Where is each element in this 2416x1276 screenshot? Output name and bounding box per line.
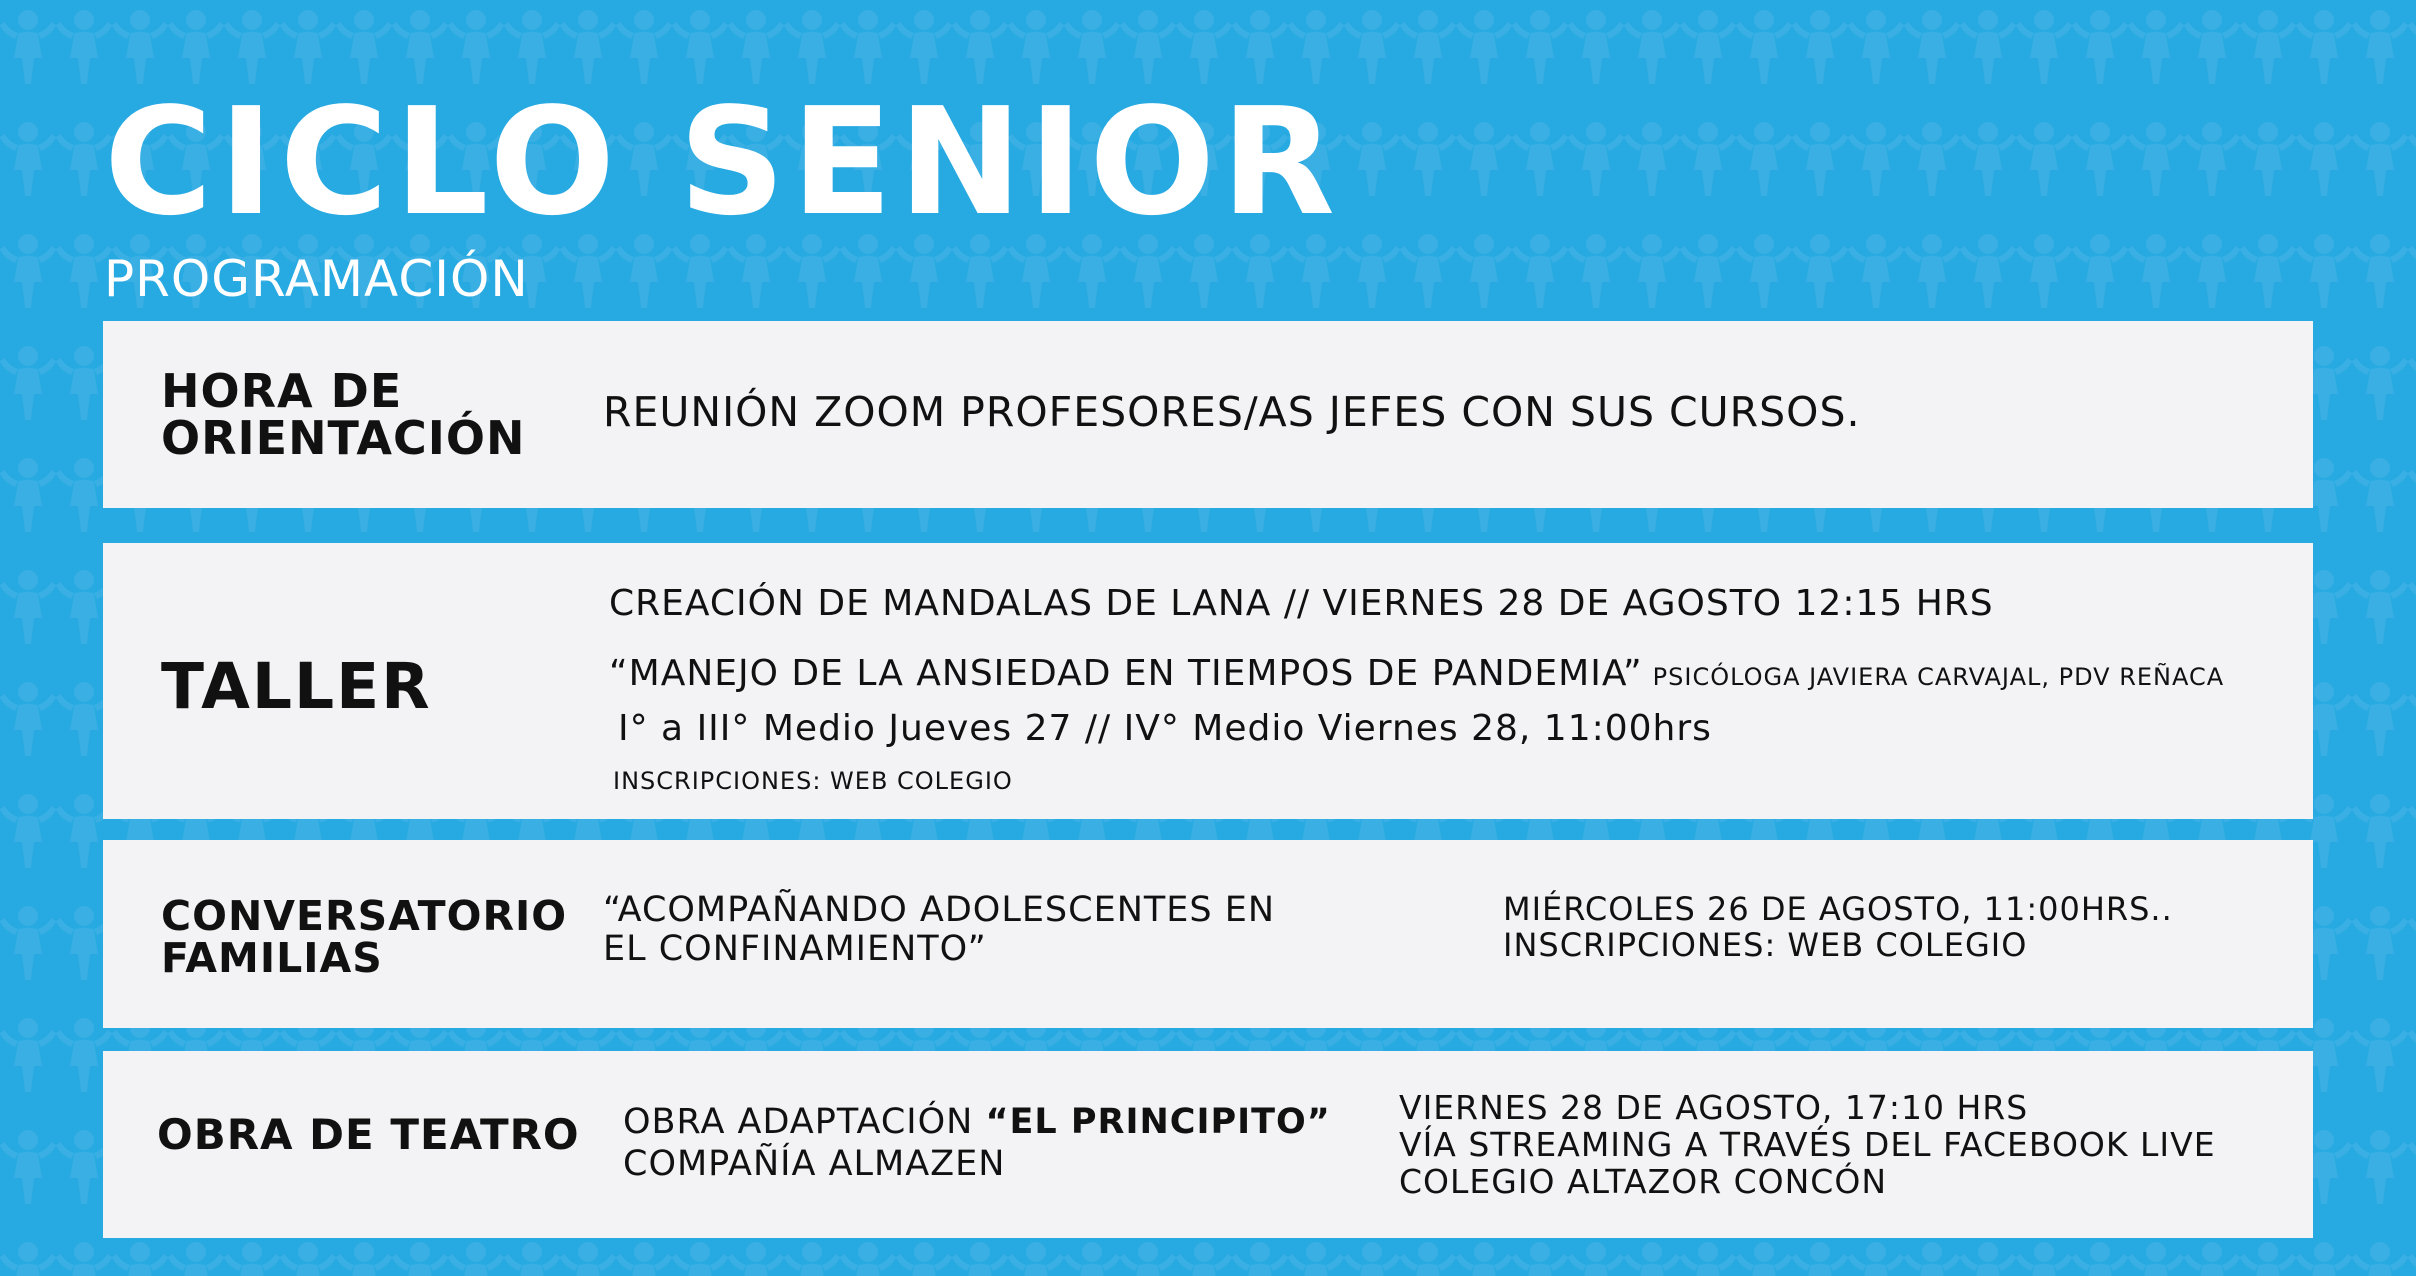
taller-line-2: [609, 654, 2224, 694]
obra-de-teatro-right-text: VIERNES 28 DE AGOSTO, 17:10 HRS VÍA STREAMING A TRAVÉS DEL FACEBOOK LIVE COLEGIO ALTAZOR CONCÓN: [1399, 1088, 2216, 1201]
taller-line-2-note: PSICÓLOGA JAVIERA CARVAJAL, PDV REÑACA: [1652, 663, 2225, 691]
section-label-conversatorio-familias: CONVERSATORIO FAMILIAS: [161, 892, 568, 982]
taller-line-1: CREACIÓN DE MANDALAS DE LANA // VIERNES 28 DE AGOSTO 12:15 HRS: [609, 583, 1994, 624]
page-title: CICLO SENIOR: [104, 76, 1342, 248]
obra-de-teatro-line-2: COMPAÑÍA ALMAZEN: [623, 1144, 1006, 1184]
taller-line-2-title: “MANEJO DE LA ANSIEDAD EN TIEMPOS DE PANDEMIA”: [609, 653, 1643, 694]
schedule-panel-obra-de-teatro: [103, 1051, 2313, 1238]
section-label-obra-de-teatro: OBRA DE TEATRO: [157, 1110, 580, 1159]
obra-de-teatro-line-1: [623, 1101, 1331, 1143]
obra-de-teatro-prefix: OBRA ADAPTACIÓN: [623, 1102, 974, 1142]
section-label-taller: TALLER: [161, 650, 432, 723]
schedule-panel-taller: [103, 543, 2313, 819]
obra-de-teatro-highlight: “EL PRINCIPITO”: [985, 1102, 1331, 1142]
obra-de-teatro-left-text: [623, 1101, 1331, 1185]
header: [104, 76, 1342, 308]
schedule-panel-hora-de-orientacion: [103, 321, 2313, 508]
conversatorio-left-text: “ACOMPAÑANDO ADOLESCENTES EN EL CONFINAMIENTO”: [603, 890, 1276, 970]
section-label-hora-de-orientacion: HORA DE ORIENTACIÓN: [161, 364, 526, 465]
taller-line-3: I° a III° Medio Jueves 27 // IV° Medio Viernes 28, 11:00hrs: [618, 708, 1712, 749]
taller-line-4: INSCRIPCIONES: WEB COLEGIO: [613, 767, 1013, 795]
hora-de-orientacion-text: REUNIÓN ZOOM PROFESORES/AS JEFES CON SUS CURSOS.: [603, 388, 1861, 436]
conversatorio-right-text: MIÉRCOLES 26 DE AGOSTO, 11:00HRS.. INSCRIPCIONES: WEB COLEGIO: [1503, 890, 2173, 964]
page-subtitle: PROGRAMACIÓN: [104, 250, 529, 308]
schedule-panel-conversatorio-familias: [103, 840, 2313, 1028]
